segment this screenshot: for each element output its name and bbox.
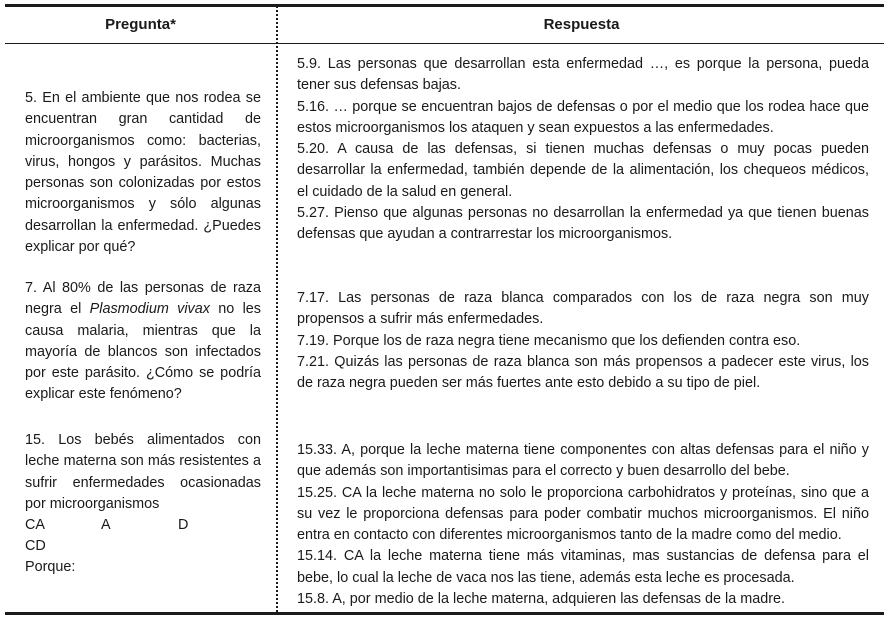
question-7 bbox=[25, 278, 261, 406]
answer-15-14: 15.14. CA la leche materna tiene más vitaminas, mas sustancias de defensa para el bebe, lo cual la leche de vaca nos las tiene, además esta leche es procesada. bbox=[297, 548, 869, 586]
qa-table bbox=[5, 4, 884, 615]
question-15-options bbox=[25, 515, 261, 536]
answers-7 bbox=[297, 288, 869, 394]
answer-5-16: 5.16. … porque se encuentran bajos de defensas o por el medio que los rodea hace que estos microorganismos los ataquen y sean expuestos a las enfermedades. bbox=[297, 98, 869, 136]
option-cd: CD bbox=[25, 538, 46, 555]
porque-label: Porque: bbox=[25, 559, 76, 576]
answer-15-25: 15.25. CA la leche materna no solo le proporciona carbohidratos y proteínas, sino que a su vez le proporciona defensas para poder combatir muchos microorganismos. El niño entra en contacto con diferentes microorganismos tanto de la madre como del medio. bbox=[297, 484, 869, 544]
question-15 bbox=[25, 430, 261, 579]
answer-5-9: 5.9. Las personas que desarrollan esta enfermedad …, es porque la persona, pueda tener sus defensas bajas. bbox=[297, 56, 869, 94]
option-a: A bbox=[101, 517, 111, 534]
answer-5-27: 5.27. Pienso que algunas personas no desarrollan la enfermedad ya que tienen buenas defensas que ayudan a contrarrestar los microorganismos. bbox=[297, 205, 869, 243]
answer-15-8: 15.8. A, por medio de la leche materna, adquieren las defensas de la madre. bbox=[297, 591, 785, 608]
bottom-rule bbox=[5, 612, 884, 615]
question-7-text bbox=[25, 278, 261, 406]
option-d: D bbox=[178, 517, 189, 534]
option-ca: CA bbox=[25, 517, 45, 534]
answer-7-17: 7.17. Las personas de raza blanca comparados con los de raza negra son muy propensos a sufrir más enfermedades. bbox=[297, 290, 869, 328]
answer-5-20: 5.20. A causa de las defensas, si tienen muchas defensas o muy pocas pueden desarrollar la enfermedad, también depende de la alimentación, los chequeos médicos, el cuidado de la salud en general. bbox=[297, 141, 869, 200]
answers-15 bbox=[297, 440, 869, 610]
question-5-text: 5. En el ambiente que nos rodea se encuentran gran cantidad de microorganismos como: bacterias, virus, hongos y parásitos. Muchas personas son colonizadas por estos microorganismos y sólo algunas desarrollan la enfermedad. ¿Puedes explicar por qué? bbox=[25, 90, 261, 256]
column-divider bbox=[276, 6, 278, 612]
question-7-text-start: 7. Al 80% de las personas de raza negra el bbox=[25, 280, 261, 318]
question-15-text: 15. Los bebés alimentados con leche materna son más resistentes a sufrir enfermedades ocasionadas por microorganismos bbox=[25, 432, 261, 512]
answer-7-21: 7.21. Quizás las personas de raza blanca son más propensos a padecer este virus, los de raza negra pueden ser más fuertes ante esto debido a su tipo de piel. bbox=[297, 353, 869, 392]
answer-15-33: 15.33. A, porque la leche materna tiene componentes con altas defensas para el niño y que además son importantisimas para el correcto y buen desarrollo del bebe. bbox=[297, 442, 869, 480]
question-column-header: Pregunta* bbox=[105, 16, 176, 33]
answers-5 bbox=[297, 54, 869, 246]
question-7-text-end: no les causa malaria, mientras que la mayoría de blancos son infectados por este parásito. ¿Cómo se podría explicar este fenómeno? bbox=[25, 301, 261, 403]
top-rule bbox=[5, 4, 884, 7]
question-7-species: Plasmodium vivax bbox=[89, 301, 210, 318]
answer-7-19: 7.19. Porque los de raza negra tiene mecanismo que los defienden contra eso. bbox=[297, 332, 801, 349]
header-rule bbox=[5, 43, 884, 44]
question-5 bbox=[25, 88, 261, 258]
answer-column-header: Respuesta bbox=[543, 16, 620, 33]
